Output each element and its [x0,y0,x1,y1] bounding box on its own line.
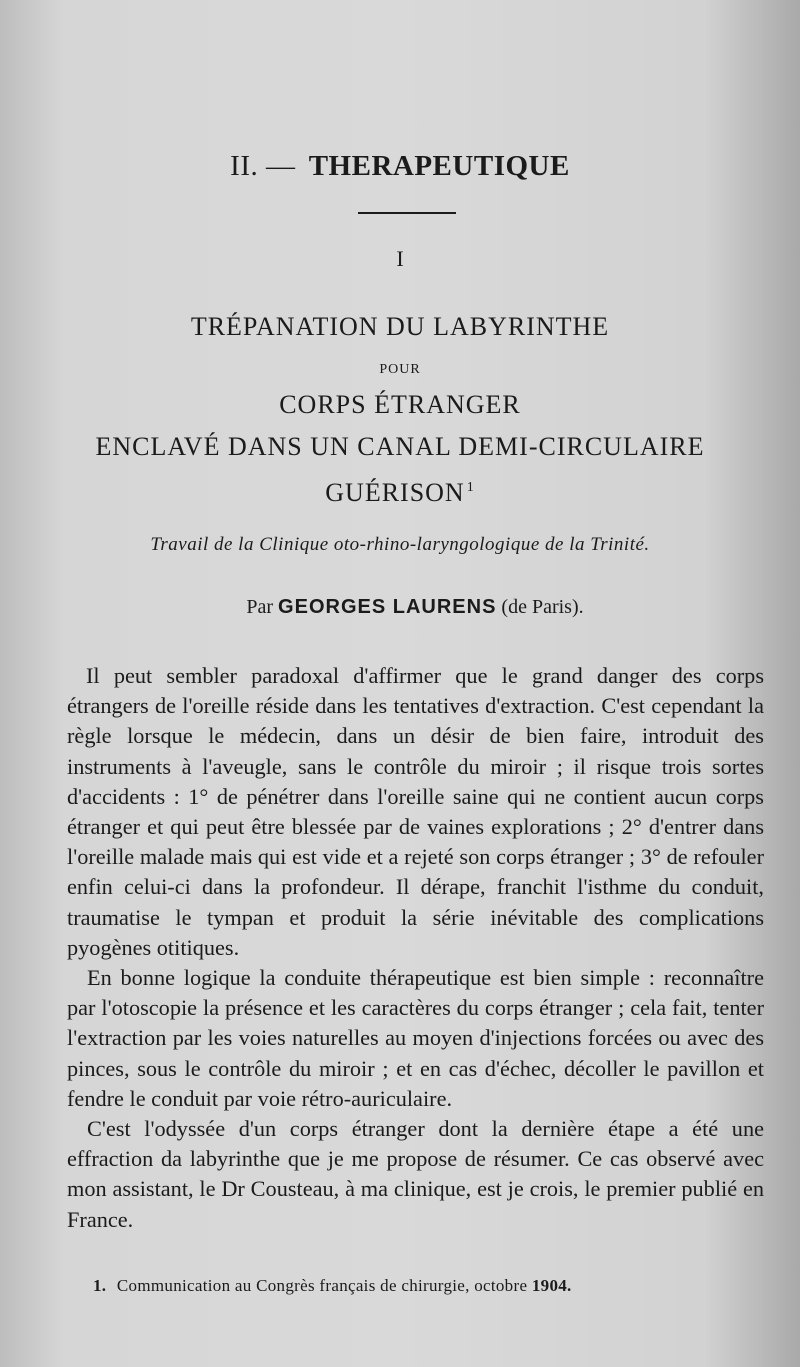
body-paragraph-2: En bonne logique la conduite thérapeutique est bien simple : reconnaître par l'otoscopie la présence et les caractères du corps étranger ; cela fait, tenter l'extraction par les voies naturelles au moyen d'injections forcées ou avec des pinces, sous le contrôle du miroir ; et en cas d'échec, décoller le pavillon et fendre le conduit par voie rétro-auriculaire. [67,965,764,1111]
body-paragraph-3: C'est l'odyssée d'un corps étranger dont la dernière étape a été une effraction da labyrinthe que je me propose de résumer. Ce cas observé avec mon assistant, le Dr Cousteau, à ma clinique, est je crois, le premier publié en France. [67,1116,764,1232]
byline [0,596,800,619]
author-name: GEORGES LAURENS [278,596,497,618]
article-title-guerison: GUÉRISON [325,478,465,507]
article-title-line-2: POUR [379,362,421,377]
section-number: II. — [230,150,296,182]
article-title-line-4: ENCLAVÉ DANS UN CANAL DEMI-CIRCULAIRE [95,432,705,461]
article-body [67,661,764,1235]
article-subtitle: Travail de la Clinique oto-rhino-laryngologique de la Trinité. [150,534,650,555]
byline-prefix: Par [246,596,274,618]
section-heading [0,150,800,183]
footnote-year: 1904. [531,1276,572,1295]
chapter-number: I [396,246,404,271]
heading-rule [358,212,456,214]
section-title: THERAPEUTIQUE [308,150,570,182]
article-title-line-3: CORPS ÉTRANGER [279,390,521,419]
article-title-line-5 [0,478,800,508]
footnote-reference: 1 [466,480,475,496]
article-title-line-1: TRÉPANATION DU LABYRINTHE [190,312,610,341]
body-paragraph-1: Il peut sembler paradoxal d'affirmer que le grand danger des corps étrangers de l'oreille réside dans les tentatives d'extraction. C'est cependant la règle lorsque le médecin, dans un désir de bien faire, introduit des instruments à l'aveugle, sans le contrôle du miroir ; il risque trois sortes d'accidents : 1° de pénétrer dans l'oreille saine qui ne contient aucun corps étranger et qui peut être blessée par de vaines explorations ; 2° d'entrer dans l'oreille malade mais qui est vide et a rejeté son corps étranger ; 3° de refouler enfin celui-ci dans la profondeur. Il dérape, franchit l'isthme du conduit, traumatise le tympan et produit la série inévitable des complications pyogènes otitiques. [67,663,764,960]
footnote [93,1276,773,1296]
byline-suffix: (de Paris). [501,596,584,618]
footnote-text: Communication au Congrès français de chirurgie, octobre [116,1276,528,1295]
footnote-number: 1. [93,1276,107,1295]
